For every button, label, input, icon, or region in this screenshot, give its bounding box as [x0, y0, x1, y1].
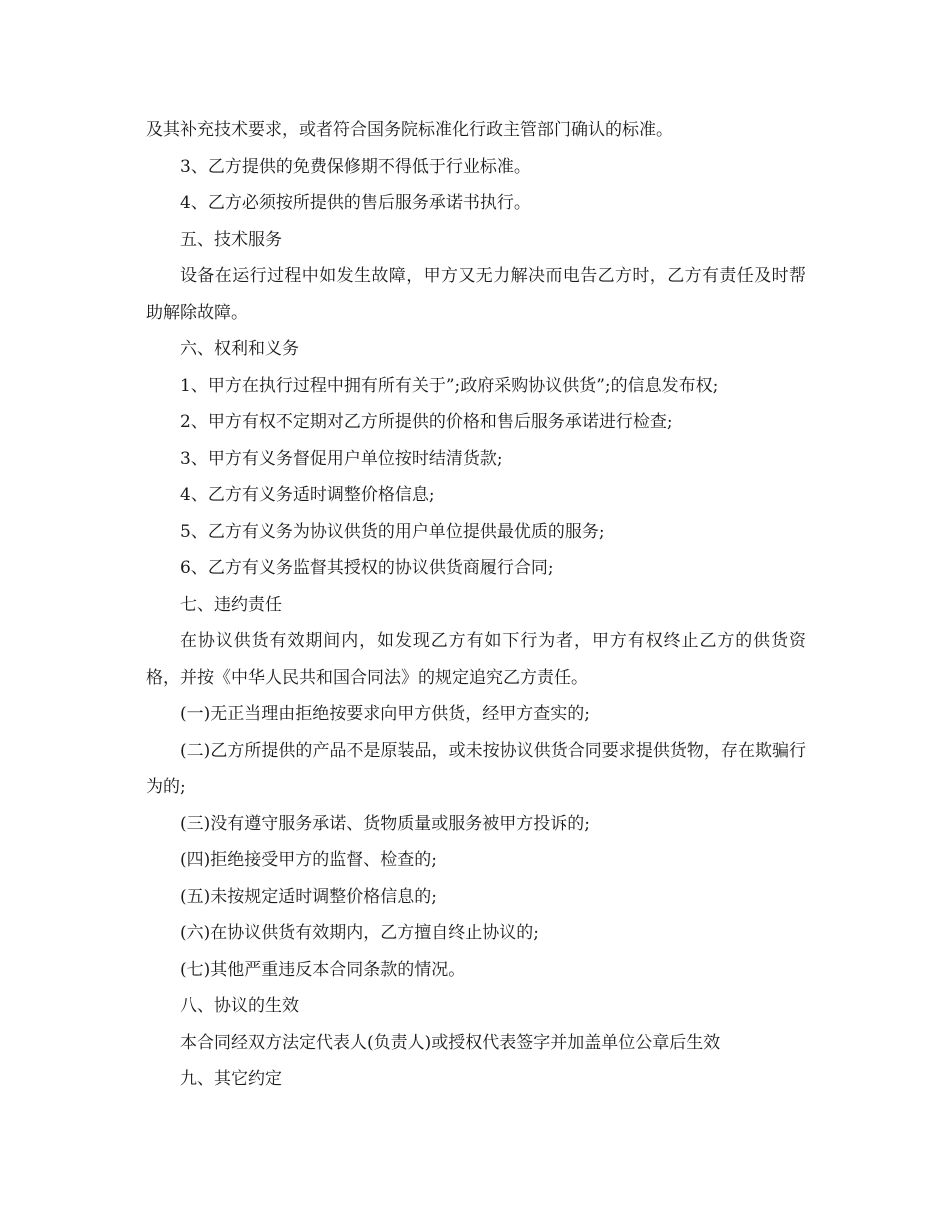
paragraph: 4、乙方必须按所提供的售后服务承诺书执行。	[180, 193, 531, 213]
section-heading: 七、违约责任	[180, 594, 282, 615]
paragraph: 5、乙方有义务为协议供货的用户单位提供最优质的服务;	[180, 521, 605, 542]
document-body	[146, 112, 806, 1098]
paragraph: (五)未按规定适时调整价格信息的;	[180, 886, 437, 907]
paragraph: 设备在运行过程中如发生故障，甲方又无力解决而电告乙方时，乙方有责任及时帮助解除故障。	[146, 266, 806, 323]
paragraph: 4、乙方有义务适时调整价格信息;	[180, 485, 435, 505]
paragraph: 本合同经双方法定代表人(负责人)或授权代表签字并加盖单位公章后生效	[180, 1032, 721, 1053]
paragraph: 及其补充技术要求，或者符合国务院标准化行政主管部门确认的标准。	[146, 120, 673, 140]
paragraph: (六)在协议供货有效期内，乙方擅自终止协议的;	[180, 923, 539, 943]
paragraph: (七)其他严重违反本合同条款的情况。	[180, 959, 466, 980]
paragraph: 3、甲方有义务督促用户单位按时结清货款;	[180, 448, 503, 469]
section-heading: 九、其它约定	[180, 1069, 282, 1089]
paragraph: 3、乙方提供的免费保修期不得低于行业标准。	[180, 156, 531, 177]
paragraph: 2、甲方有权不定期对乙方所提供的价格和售后服务承诺进行检查;	[180, 412, 673, 432]
section-heading: 五、技术服务	[180, 229, 282, 250]
paragraph: 1、甲方在执行过程中拥有所有关于”;政府采购协议供货”;的信息发布权;	[180, 375, 719, 396]
paragraph: 在协议供货有效期间内，如发现乙方有如下行为者，甲方有权终止乙方的供货资格，并按《中华人民共和国合同法》的规定追究乙方责任。	[146, 631, 806, 688]
paragraph: 6、乙方有义务监督其授权的协议供货商履行合同;	[180, 558, 554, 578]
paragraph: (二)乙方所提供的产品不是原装品，或未按协议供货合同要求提供货物，存在欺骗行为的;	[146, 740, 806, 797]
paragraph: (一)无正当理由拒绝按要求向甲方供货，经甲方查实的;	[180, 704, 590, 724]
paragraph: (四)拒绝接受甲方的监督、检查的;	[180, 850, 437, 870]
paragraph: (三)没有遵守服务承诺、货物质量或服务被甲方投诉的;	[180, 813, 590, 834]
section-heading: 六、权利和义务	[180, 339, 299, 359]
section-heading: 八、协议的生效	[180, 996, 299, 1016]
